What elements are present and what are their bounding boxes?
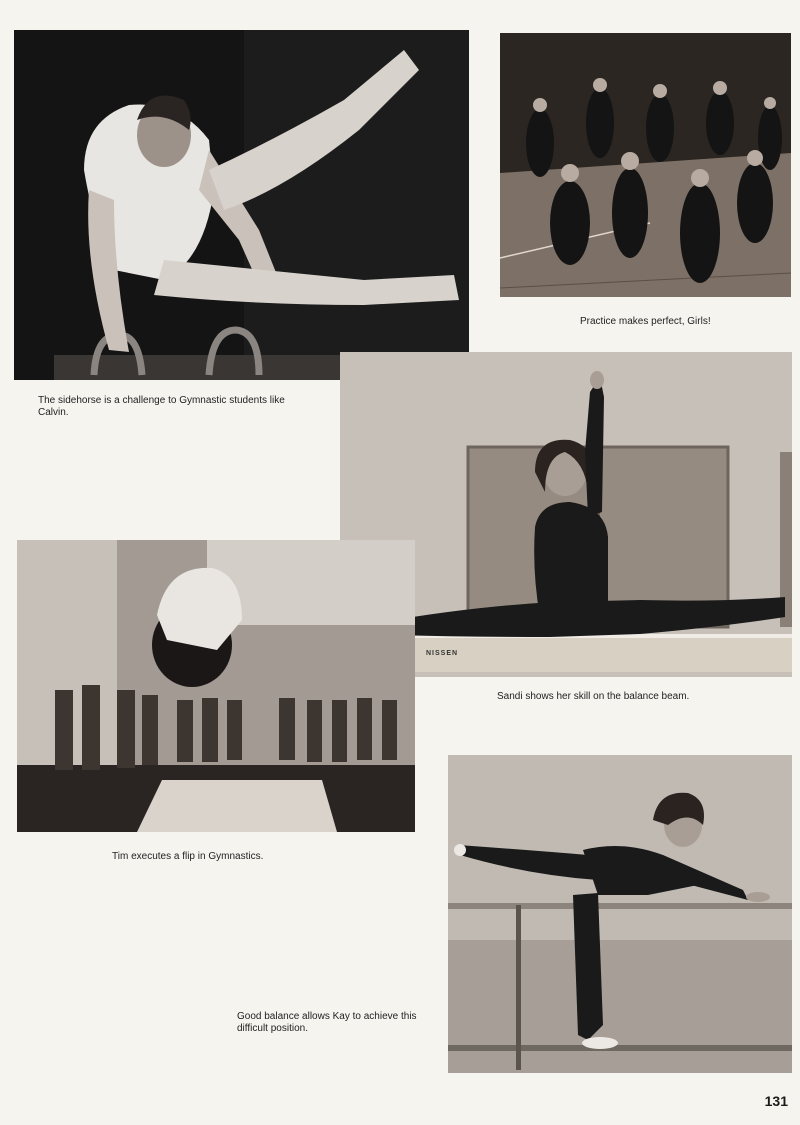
caption-sidehorse: The sidehorse is a challenge to Gymnastic students like Calvin. xyxy=(38,395,285,418)
caption-balance-beam: Sandi shows her skill on the balance beam. xyxy=(497,691,690,702)
photo-practice xyxy=(500,33,791,297)
caption-flip: Tim executes a flip in Gymnastics. xyxy=(112,851,264,862)
photo-good-balance xyxy=(448,755,792,1073)
caption-good-balance: Good balance allows Kay to achieve this difficult position. xyxy=(237,1011,417,1034)
beam-label: NISSEN xyxy=(426,650,459,657)
photo-flip xyxy=(17,540,415,832)
page-number: 131 xyxy=(764,1093,788,1109)
caption-practice: Practice makes perfect, Girls! xyxy=(580,316,711,327)
photo-sidehorse xyxy=(14,30,469,380)
